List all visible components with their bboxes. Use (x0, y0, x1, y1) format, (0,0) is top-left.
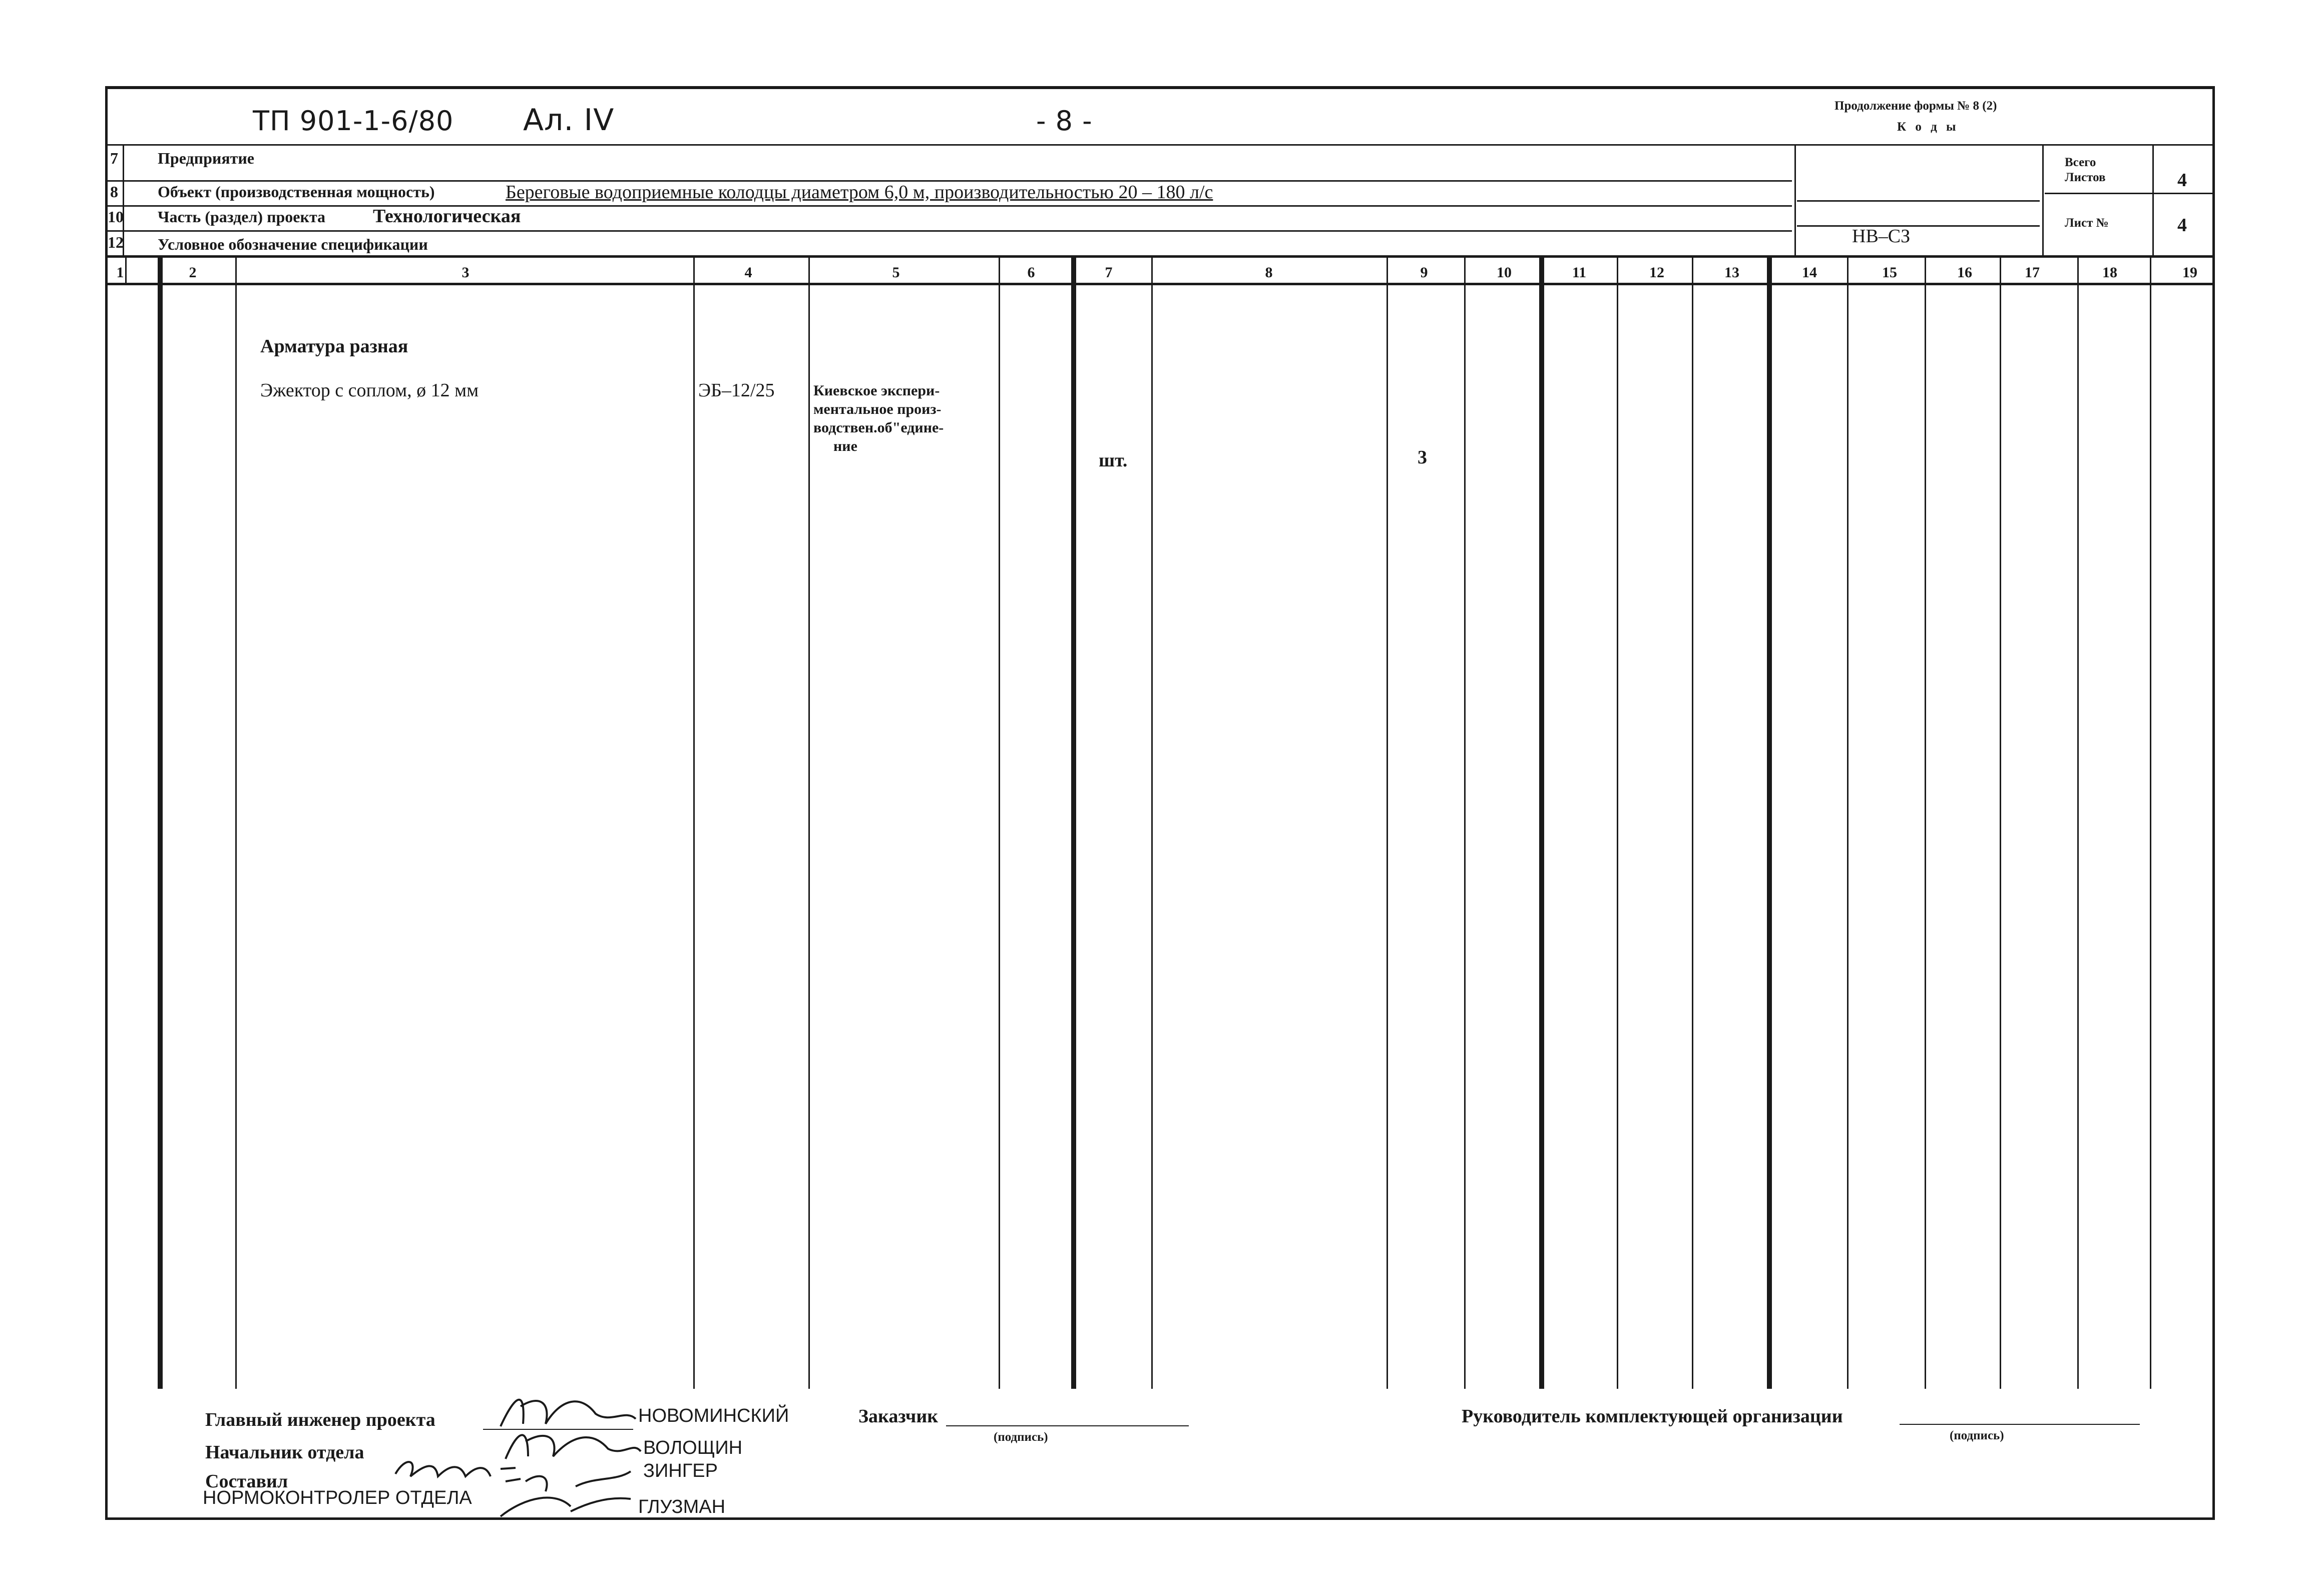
row-7-label: Предприятие (158, 149, 254, 167)
supplier-head-signature-line (1900, 1424, 2140, 1425)
supplier-text (813, 381, 944, 455)
supplier-line: ние (833, 438, 857, 454)
chief-engineer-name: НОВОМИНСКИЙ (638, 1405, 789, 1426)
col-number-2: 2 (189, 264, 197, 281)
code-line (1797, 200, 2040, 202)
customer-label: Заказчик (858, 1406, 939, 1427)
col-divider (1464, 258, 1466, 1389)
supplier-line: ментальное произ- (813, 401, 942, 417)
header-line (105, 144, 2215, 146)
col-divider (1847, 258, 1849, 1389)
col-number-16: 16 (1957, 264, 1972, 281)
album-number: Ал. IV (523, 103, 615, 138)
row-10-number: 10 (108, 208, 124, 226)
col-number-18: 18 (2102, 264, 2117, 281)
sheet-number-value: 4 (2177, 215, 2187, 236)
col-divider (125, 258, 127, 283)
customer-signature-line (946, 1425, 1189, 1426)
col-number-10: 10 (1497, 264, 1512, 281)
colnum-bottom-line (105, 283, 2215, 285)
compiled-label: Составил (205, 1471, 288, 1492)
rows-bottom-line (105, 255, 2215, 258)
sheet-number-label: Лист № (2065, 216, 2109, 230)
quantity: 3 (1418, 447, 1427, 468)
supplier-head-label: Руководитель комплектующей организации (1462, 1406, 1843, 1427)
normcontrol-name: ГЛУЗМАН (638, 1496, 726, 1517)
code-value: НВ–СЗ (1852, 226, 1911, 247)
row-8-number: 8 (110, 183, 118, 201)
codes-col-line (2042, 144, 2044, 255)
normcontrol-signature (496, 1461, 641, 1526)
col-divider (808, 258, 810, 1389)
col-number-15: 15 (1882, 264, 1897, 281)
form-frame (105, 86, 2215, 1520)
section-value: Технологическая (373, 206, 521, 227)
supplier-head-signature-hint: (подпись) (1950, 1429, 2004, 1442)
col-divider (1617, 258, 1618, 1389)
dept-head-label: Начальник отдела (205, 1442, 364, 1463)
col-number-7: 7 (1105, 264, 1113, 281)
col-number-19: 19 (2182, 264, 2197, 281)
row-8-label: Объект (производственная мощность) (158, 183, 435, 201)
col-number-12: 12 (1649, 264, 1664, 281)
col-divider (1539, 258, 1544, 1389)
sheets-line (2045, 193, 2215, 194)
sheets-col-line (2152, 144, 2154, 255)
object-value: Береговые водоприемные колодцы диаметром 6,0 м, производительностью 20 – 180 л/с (506, 182, 1213, 203)
col-number-17: 17 (2025, 264, 2040, 281)
col-number-8: 8 (1265, 264, 1273, 281)
col-divider (235, 258, 237, 1389)
normcontrol-label: НОРМОКОНТРОЛЕР ОТДЕЛА (203, 1487, 472, 1508)
group-title: Арматура разная (260, 336, 408, 357)
page-number: - 8 - (1036, 105, 1093, 137)
col-divider (1071, 258, 1076, 1389)
col-divider (1387, 258, 1388, 1389)
supplier-line: Киевское экспери- (813, 382, 940, 399)
col-divider (2000, 258, 2001, 1389)
codes-title: К о д ы (1897, 120, 1959, 134)
col-divider (1925, 258, 1926, 1389)
col-divider (999, 258, 1000, 1389)
col-number-1: 1 (116, 264, 124, 281)
chief-engineer-label: Главный инженер проекта (205, 1409, 435, 1430)
form-continuation: Продолжение формы № 8 (2) (1834, 99, 1997, 113)
supplier-line: водствен.об"едине- (813, 419, 944, 436)
col-divider (2077, 258, 2079, 1389)
item-code: ЭБ–12/25 (698, 380, 775, 401)
total-sheets-label: Всего Листов (2065, 156, 2106, 184)
col-divider (693, 258, 695, 1389)
col-number-5: 5 (892, 264, 900, 281)
col-number-11: 11 (1572, 264, 1587, 281)
row-7-number: 7 (110, 149, 118, 167)
col-number-14: 14 (1802, 264, 1817, 281)
codes-col-line (1794, 144, 1796, 255)
col-divider (158, 258, 163, 1389)
col-divider (1692, 258, 1693, 1389)
dept-head-name: ВОЛОЩИН (643, 1437, 743, 1458)
col-divider (2150, 258, 2151, 1389)
item-name: Эжектор с соплом, ø 12 мм (260, 380, 479, 401)
col-number-3: 3 (462, 264, 470, 281)
row-line (105, 230, 1792, 232)
col-divider (1767, 258, 1772, 1389)
row-line (105, 205, 1792, 207)
row-12-number: 12 (108, 233, 124, 251)
customer-signature-hint: (подпись) (994, 1430, 1048, 1444)
row-10-label: Часть (раздел) проекта (158, 208, 326, 226)
doc-code: ТП 901-1-6/80 (253, 105, 454, 137)
top-border (105, 86, 2215, 89)
col-number-13: 13 (1724, 264, 1739, 281)
col-number-9: 9 (1420, 264, 1428, 281)
row-12-label: Условное обозначение спецификации (158, 235, 428, 253)
unit: шт. (1099, 450, 1128, 471)
col-number-4: 4 (744, 264, 752, 281)
col-number-6: 6 (1027, 264, 1035, 281)
code-line (1797, 225, 2040, 227)
total-sheets-value: 4 (2177, 170, 2187, 191)
compiled-name: ЗИНГЕР (643, 1460, 718, 1481)
col-divider (1151, 258, 1153, 1389)
